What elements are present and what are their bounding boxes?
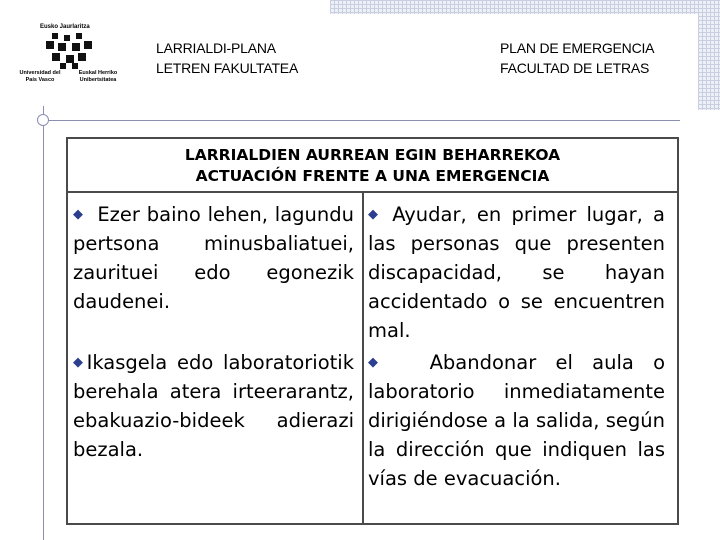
decorative-vertical-line [43, 106, 44, 540]
header-right-line2: FACULTAD DE LETRAS [500, 60, 650, 76]
emergency-table [66, 137, 679, 525]
header-right [500, 38, 654, 78]
logo-right-text: Euskal Herriko Unibertsitatea [78, 70, 118, 83]
row1-spanish-text: Ayudar, en primer lugar, a las personas que presenten discapacidad, se hayan accidentado o se encuentren mal. [368, 203, 665, 342]
column-divider [362, 193, 364, 525]
logo-top-text: Eusko Jaurlaritza [40, 24, 90, 30]
row2-spanish-cell [368, 348, 665, 493]
table-title-basque: LARRIALDIEN AURREAN EGIN BEHARREKOA [184, 146, 561, 164]
table-title [68, 139, 677, 193]
upv-ehu-emblem-icon [44, 33, 94, 69]
header-left-line2: LETREN FAKULTATEA [156, 60, 299, 76]
bullet-icon: ◆ [73, 207, 84, 222]
row2-basque-cell [73, 348, 354, 464]
header-grid-column [698, 0, 720, 110]
header-right-line1: PLAN DE EMERGENCIA [500, 40, 655, 56]
decorative-circle [37, 114, 49, 126]
bullet-icon: ◆ [368, 355, 392, 370]
row2-basque-text: Ikasgela edo laboratoriotik berehala atera irteerarantz, ebakuazio-bideek adierazi bezala. [73, 351, 355, 461]
bullet-icon: ◆ [73, 355, 87, 370]
header-grid-band [330, 0, 720, 14]
decorative-horizontal-line [37, 120, 680, 121]
bullet-icon: ◆ [368, 207, 383, 222]
logo-left-text: Universidad del País Vasco [19, 70, 61, 83]
row1-basque-cell [73, 200, 354, 316]
header-left [156, 38, 298, 78]
row1-basque-text: Ezer baino lehen, lagundu pertsona minusbaliatuei, zaurituei edo egonezik daudenei. [73, 203, 355, 313]
row2-spanish-text: Abandonar el aula o laboratorio inmediatamente dirigiéndose a la salida, según la dirección que indiquen las vías de evacuación. [368, 351, 666, 490]
university-logo [14, 24, 124, 88]
row1-spanish-cell [368, 200, 665, 345]
header-left-line1: LARRIALDI-PLANA [156, 40, 276, 56]
table-title-spanish: ACTUACIÓN FRENTE A UNA EMERGENCIA [195, 167, 550, 185]
